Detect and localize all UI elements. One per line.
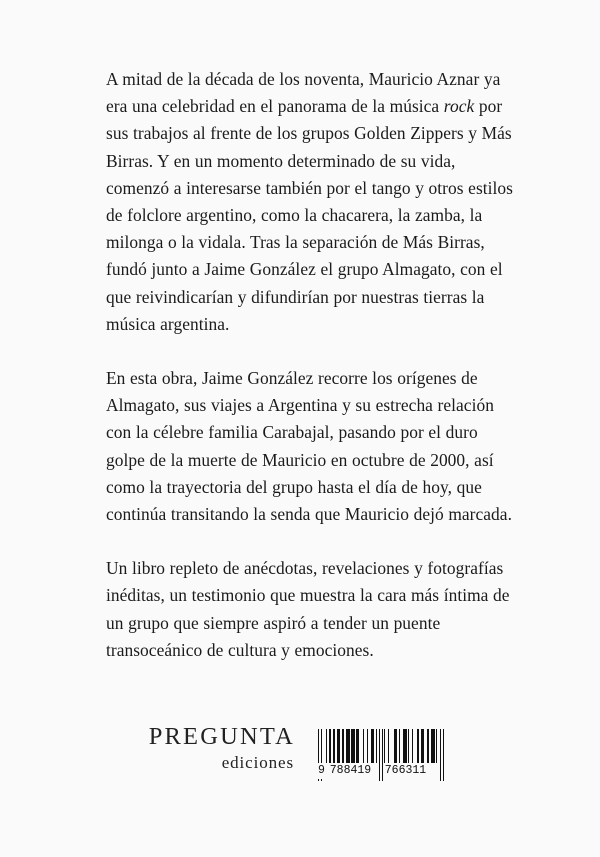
cover-footer <box>0 722 600 792</box>
barcode-digits <box>318 763 444 779</box>
barcode-bar <box>363 729 364 763</box>
barcode-bar <box>371 729 373 763</box>
barcode-bar <box>342 729 344 763</box>
barcode-bar <box>346 729 350 763</box>
blurb-paragraph-1-emphasis-rock: rock <box>443 96 475 117</box>
barcode-bar <box>427 729 429 763</box>
blurb-paragraph-1-segment-3: por sus trabajos al frente de los grupos Golden Zippers y Más Birras. Y en un momento determinado de su vida, comenzó a interesarse también por el tango y otros estilos de folclore argentino, como la chacarera, la zamba, la milonga o la vidala. Tras la separación de Más Birras, fundó junto a Jaime González el grupo Almagato, con el que reivindicarían y difundirían por nuestras tierras la música argentina. <box>106 96 513 334</box>
barcode-bar <box>421 729 423 763</box>
barcode-bar <box>403 729 407 763</box>
ean13-barcode <box>318 729 444 781</box>
barcode-bar <box>337 729 341 763</box>
barcode-bar <box>326 729 327 763</box>
barcode-bar <box>417 729 418 763</box>
barcode-bar <box>356 729 358 763</box>
blurb-paragraph-1 <box>106 66 520 338</box>
barcode-bar <box>333 729 335 763</box>
blurb-paragraph-3-segment-1: Un libro repleto de anécdotas, revelaciones y fotografías inéditas, un testimonio que muestra la cara más íntima de un grupo que siempre aspiró a tender un puente transoceánico de cultura y emociones. <box>106 558 510 660</box>
blurb-paragraph-1-segment-1: A mitad de la década de los noventa, Mauricio Aznar ya era una celebridad en el panorama de la música <box>106 69 501 117</box>
publisher-name: PREGUNTA <box>148 723 295 750</box>
barcode-bar <box>376 729 377 763</box>
blurb-paragraph-2 <box>106 365 520 528</box>
barcode-bar <box>436 729 437 763</box>
publisher-logo <box>106 722 296 775</box>
barcode-bar <box>384 729 385 763</box>
barcode-bar <box>399 729 400 763</box>
blurb-paragraph-2-segment-1: En esta obra, Jaime González recorre los orígenes de Almagato, sus viajes a Argentina y su estrecha relación con la célebre familia Carabajal, pasando por el duro golpe de la muerte de Mauricio en octubre de 2000, así como la trayectoria del grupo hasta el día de hoy, que continúa transitando la senda que Mauricio dejó marcada. <box>106 368 512 525</box>
barcode-bar <box>388 729 389 763</box>
blurb-text-block <box>106 66 520 664</box>
barcode-bar <box>367 729 368 763</box>
blurb-paragraph-3 <box>106 555 520 664</box>
barcode-bar <box>412 729 413 763</box>
barcode-left-group: 788419 <box>329 764 372 777</box>
barcode-bar <box>329 729 331 763</box>
barcode-bar <box>408 729 409 763</box>
barcode-bar <box>351 729 355 763</box>
barcode-bar <box>431 729 435 763</box>
barcode-right-group: 766311 <box>384 764 427 777</box>
barcode-lead-digit: 9 <box>318 764 325 777</box>
barcode-bar <box>394 729 398 763</box>
publisher-subtitle: ediciones <box>221 753 294 772</box>
